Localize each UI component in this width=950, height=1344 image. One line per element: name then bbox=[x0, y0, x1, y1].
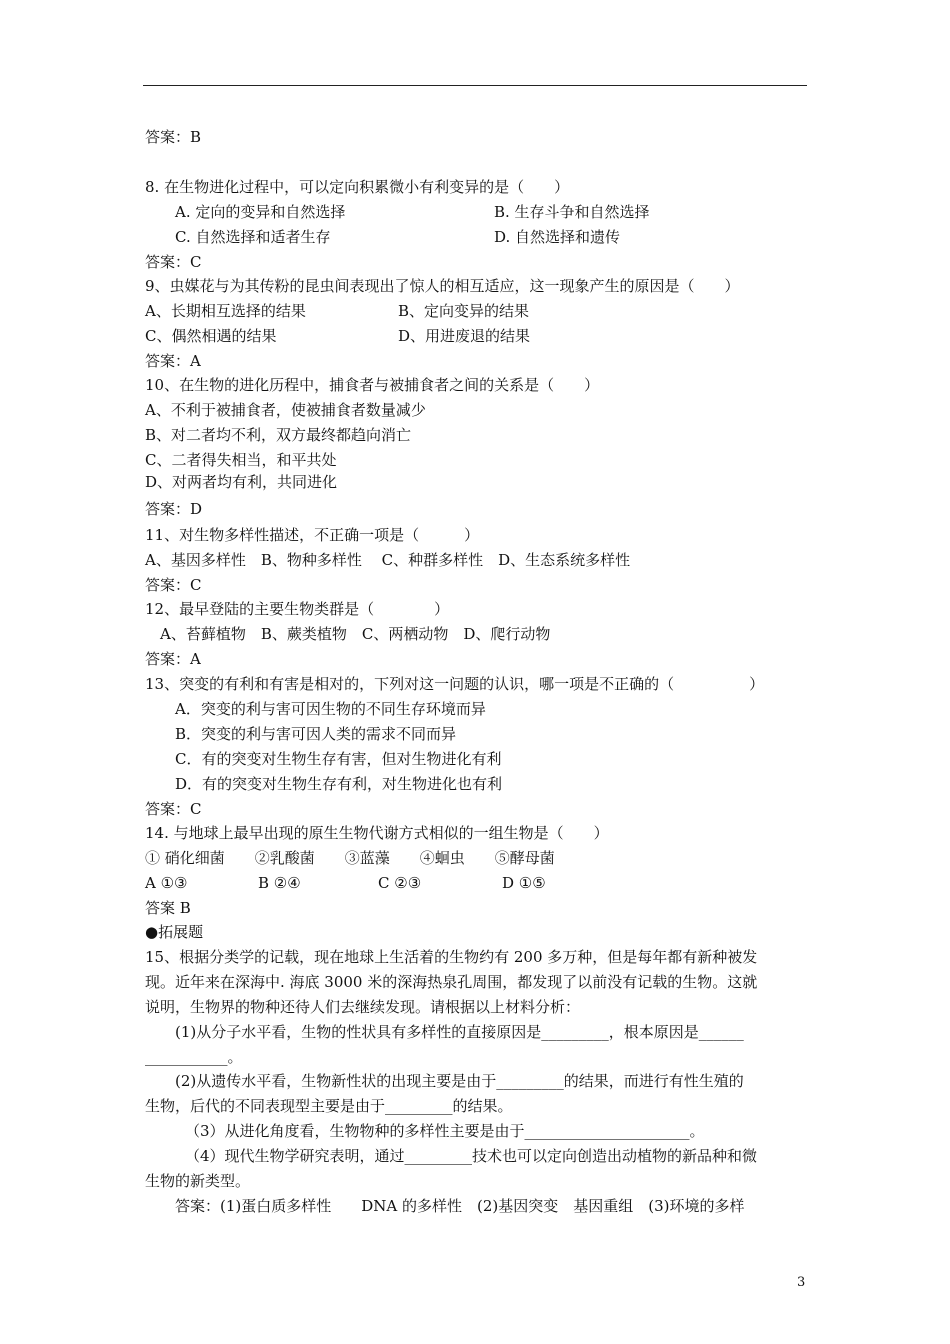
page-number: 3 bbox=[797, 1275, 806, 1290]
text-line: C、偶然相遇的结果 bbox=[145, 327, 277, 345]
text-line: 11、对生物多样性描述，不正确一项是（ ） bbox=[145, 526, 480, 544]
text-line: B、对二者均不利，双方最终都趋向消亡 bbox=[145, 426, 412, 444]
text-line: C. 自然选择和适者生存 bbox=[175, 228, 331, 246]
header-rule bbox=[143, 85, 807, 86]
text-line: 10、在生物的进化历程中，捕食者与被捕食者之间的关系是（ ） bbox=[145, 376, 600, 394]
text-line: D ①⑤ bbox=[502, 874, 546, 892]
text-line: D. 自然选择和遗传 bbox=[494, 228, 621, 246]
text-line: 答案：C bbox=[145, 253, 202, 271]
text-line: 15、根据分类学的记载，现在地球上生活着的生物约有 200 多万种，但是每年都有新种被发 bbox=[145, 948, 758, 966]
text-line: ●拓展题 bbox=[145, 923, 204, 941]
text-line: 答案：D bbox=[145, 500, 203, 518]
text-line: A、不利于被捕食者，使被捕食者数量减少 bbox=[145, 401, 426, 419]
text-line: ① 硝化细菌 ②乳酸菌 ③蓝藻 ④蛔虫 ⑤酵母菌 bbox=[145, 849, 555, 867]
text-line: （4）现代生物学研究表明，通过_________技术也可以定向创造出动植物的新品种和微 bbox=[185, 1147, 758, 1165]
text-line: （3）从进化角度看，生物物种的多样性主要是由于______________________。 bbox=[185, 1122, 705, 1140]
text-line: C．有的突变对生物生存有害，但对生物进化有利 bbox=[175, 750, 502, 768]
text-line: 说明，生物界的物种还待人们去继续发现。请根据以上材料分析： bbox=[145, 998, 581, 1016]
text-line: A、长期相互选择的结果 bbox=[145, 302, 306, 320]
text-line: 答案：B bbox=[145, 128, 202, 146]
text-line: 14. 与地球上最早出现的原生生物代谢方式相似的一组生物是（ ） bbox=[145, 824, 609, 842]
text-line: C ②③ bbox=[378, 874, 422, 892]
text-line: B ②④ bbox=[258, 874, 301, 892]
text-line: 现。近年来在深海中. 海底 3000 米的深海热泉孔周围，都发现了以前没有记载的生物。这就 bbox=[145, 973, 758, 991]
text-line: 答案：(1)蛋白质多样性 DNA 的多样性 (2)基因突变 基因重组 (3)环境的多样 bbox=[175, 1197, 745, 1215]
text-line: A、基因多样性 B、物种多样性 C、种群多样性 D、生态系统多样性 bbox=[145, 551, 631, 569]
text-line: 8. 在生物进化过程中，可以定向积累微小有利变异的是（ ） bbox=[145, 178, 570, 196]
text-line: (1)从分子水平看，生物的性状具有多样性的直接原因是_________，根本原因是______ bbox=[175, 1023, 744, 1041]
text-line: D、对两者均有利，共同进化 bbox=[145, 473, 338, 491]
text-line: 12、最早登陆的主要生物类群是（ ） bbox=[145, 600, 450, 618]
text-line: 13、突变的有利和有害是相对的，下列对这一问题的认识，哪一项是不正确的（ ） bbox=[145, 675, 765, 693]
text-line: 答案：C bbox=[145, 800, 202, 818]
text-line: B. 生存斗争和自然选择 bbox=[494, 203, 650, 221]
text-line: 答案：C bbox=[145, 576, 202, 594]
text-line: ___________。 bbox=[145, 1048, 243, 1066]
text-line: 答案：A bbox=[145, 352, 201, 370]
text-line: (2)从遗传水平看，生物新性状的出现主要是由于_________的结果，而进行有性生殖的 bbox=[175, 1072, 744, 1090]
text-line: 答案：A bbox=[145, 650, 201, 668]
text-line: A ①③ bbox=[145, 874, 188, 892]
text-line: A. 定向的变异和自然选择 bbox=[175, 203, 346, 221]
text-line: 生物，后代的不同表现型主要是由于_________的结果。 bbox=[145, 1097, 513, 1115]
text-line: A．突变的利与害可因生物的不同生存环境而异 bbox=[175, 700, 486, 718]
text-line: C、二者得失相当，和平共处 bbox=[145, 451, 337, 469]
text-line: 答案 B bbox=[145, 899, 191, 917]
text-line: B、定向变异的结果 bbox=[398, 302, 530, 320]
text-line: B．突变的利与害可因人类的需求不同而异 bbox=[175, 725, 457, 743]
text-line: D．有的突变对生物生存有利，对生物进化也有利 bbox=[175, 775, 503, 793]
text-line: 生物的新类型。 bbox=[145, 1172, 251, 1190]
text-line: A、苔藓植物 B、蕨类植物 C、两栖动物 D、爬行动物 bbox=[160, 625, 551, 643]
text-line: D、用进废退的结果 bbox=[398, 327, 531, 345]
text-line: 9、虫媒花与为其传粉的昆虫间表现出了惊人的相互适应，这一现象产生的原因是（ ） bbox=[145, 277, 740, 295]
